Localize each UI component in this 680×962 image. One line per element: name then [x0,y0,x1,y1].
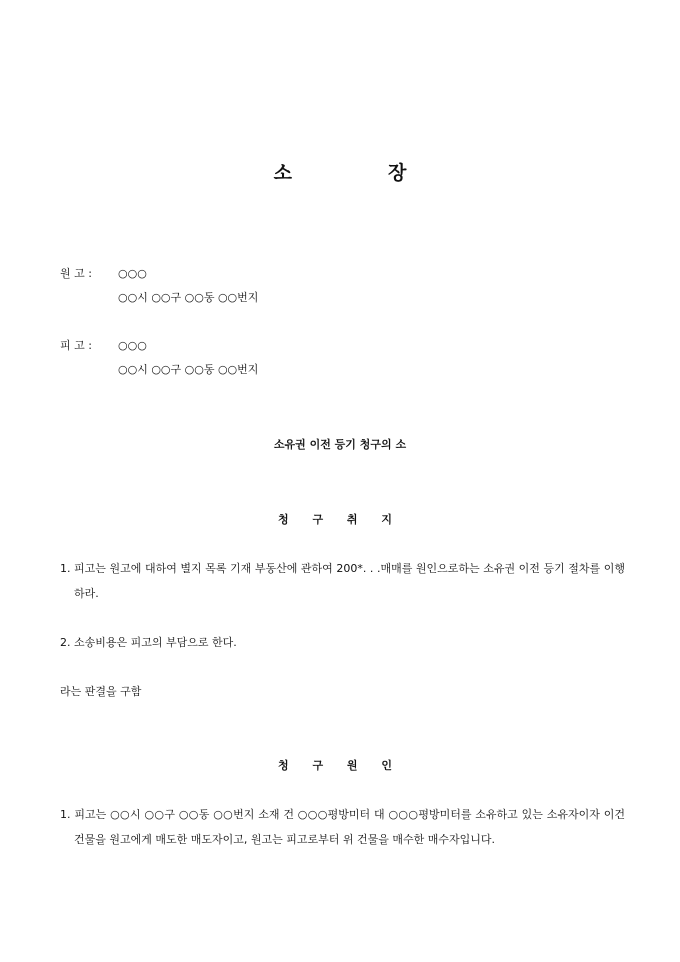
defendant-block [60,334,258,382]
plaintiff-block [60,262,258,310]
claim-purpose-closing: 라는 판결을 구함 [60,685,142,698]
title-left-char: 소 [273,162,292,184]
claim-purpose-heading: 청 구 취 지 [278,513,402,526]
plaintiff-name: ○○○ [118,267,147,280]
defendant-address: ○○시 ○○구 ○○동 ○○번지 [118,363,259,376]
claim-purpose-item: 2. 소송비용은 피고의 부담으로 한다. [60,636,237,649]
plaintiff-address: ○○시 ○○구 ○○동 ○○번지 [118,291,259,304]
claim-cause-heading: 청 구 원 인 [278,759,402,772]
defendant-label: 피 고 : [60,339,92,352]
claim-cause-item: 1. 피고는 ○○시 ○○구 ○○동 ○○번지 소재 건 ○○○평방미터 대 ○○○평방미터를 소유하고 있는 소유자이자 이건 건물을 원고에게 매도한 매도자이고, 원고는 피고로부터 위 건물을 매수한 매수자입니다. [60,808,625,846]
defendant-name: ○○○ [118,339,147,352]
claim-purpose-item: 1. 피고는 원고에 대하여 별지 목록 기재 부동산에 관하여 200*. . .매매를 원인으로하는 소유권 이전 등기 절차를 이행하라. [60,562,625,600]
plaintiff-label: 원 고 : [60,267,92,280]
title-right-char: 장 [388,162,407,184]
case-name: 소유권 이전 등기 청구의 소 [273,438,407,451]
document-title [0,158,680,185]
